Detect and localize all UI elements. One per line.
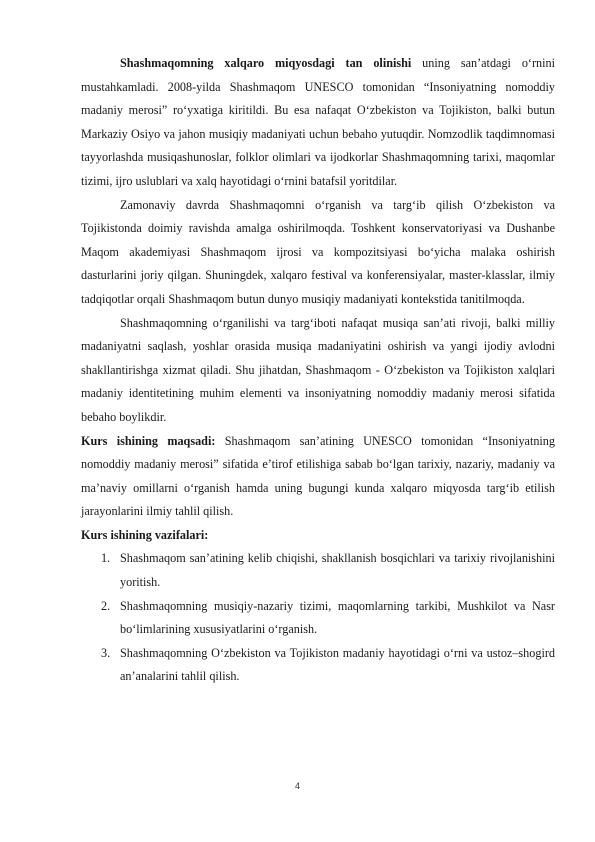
paragraph-text: uning san’atdagi o‘rnini mustahkamladi. 2008-yilda Shashmaqom UNESCO tomonidan “Insoniyatning nomoddiy madaniy merosi” ro‘yxatiga kiritildi. Bu esa nafaqat O‘zbekiston va Tojikiston, balki butun Markaziy Osiyo va jahon musiqiy madaniyati uchun bebaho yutuqdir. Nomzodlik taqdimnomasi tayyorlashda musiqashunoslar, folklor olimlari va ijodkorlar Shashmaqomning tarixi, maqomlar tizimi, ijro uslublari va xalq hayotidagi o‘rnini batafsil yoritdilar. <box>81 56 556 188</box>
tasks-list <box>81 547 555 689</box>
list-item-number: 2. <box>101 598 111 613</box>
tasks-heading <box>81 524 555 548</box>
paragraph-course-goal <box>81 430 555 524</box>
list-item <box>81 642 555 689</box>
list-item <box>81 595 555 642</box>
list-item <box>81 547 555 594</box>
list-item-text: Shashmaqomning O‘zbekiston va Tojikiston madaniy hayotidagi o‘rni va ustoz–shogird an’analarini tahlil qilish. <box>120 645 555 684</box>
paragraph-unesco-recognition <box>81 52 555 194</box>
paragraph-modern-study: Zamonaviy davrda Shashmaqomni o‘rganish va targ‘ib qilish O‘zbekiston va Tojikistonda doimiy ravishda amalga oshirilmoqda. Toshkent konservatoriyasi va Dushanbe Maqom akademiyasi Shashmaqom ijrosi va kompozitsiyasi bo‘yicha malaka oshirish dasturlarini joriy qilgan. Shuningdek, xalqaro festival va konferensiyalar, master-klasslar, ilmiy tadqiqotlar orqali Shashmaqom butun dunyo musiqiy madaniyati kontekstida tanitilmoqda. <box>81 197 555 306</box>
list-item-number: 1. <box>101 551 111 566</box>
list-item-number: 3. <box>101 645 111 660</box>
list-item-text: Shashmaqomning musiqiy-nazariy tizimi, maqomlarning tarkibi, Mushkilot va Nasr bo‘limlarining xususiyatlarini o‘rganish. <box>120 598 555 637</box>
course-goal-label: Kurs ishining maqsadi: <box>81 433 216 448</box>
paragraph-lead-bold: Shashmaqomning xalqaro miqyosdagi tan olinishi <box>120 56 412 70</box>
tasks-heading-text: Kurs ishining vazifalari: <box>81 527 209 542</box>
document-body <box>81 52 555 689</box>
list-item-text: Shashmaqom san’atining kelib chiqishi, shakllanish bosqichlari va tarixiy rivojlanishini yoritish. <box>120 551 555 590</box>
page-number: 4 <box>294 781 300 791</box>
course-goal-text: Shashmaqom san’atining UNESCO tomonidan “Insoniyatning nomoddiy madaniy merosi” sifatida e’tirof etilishiga sabab bo‘lgan tarixiy, nazariy, madaniy va ma’naviy omillarni o‘rganish hamda uning bugungi kunda xalqaro miqyosda targ‘ib etilish jarayonlarini ilmiy tahlil qilish. <box>81 433 555 519</box>
paragraph-significance: Shashmaqomning o‘rganilishi va targ‘iboti nafaqat musiqa san’ati rivoji, balki milliy madaniyatni saqlash, yoshlar orasida musiqa madaniyatini oshirish va yangi ijodiy avlodni shakllantirishga xizmat qiladi. Shu jihatdan, Shashmaqom - O‘zbekiston va Tojikiston xalqlari madaniy identitetining muhim elementi va insoniyatning nomoddiy madaniy merosi sifatida bebaho boylikdir. <box>81 315 555 424</box>
